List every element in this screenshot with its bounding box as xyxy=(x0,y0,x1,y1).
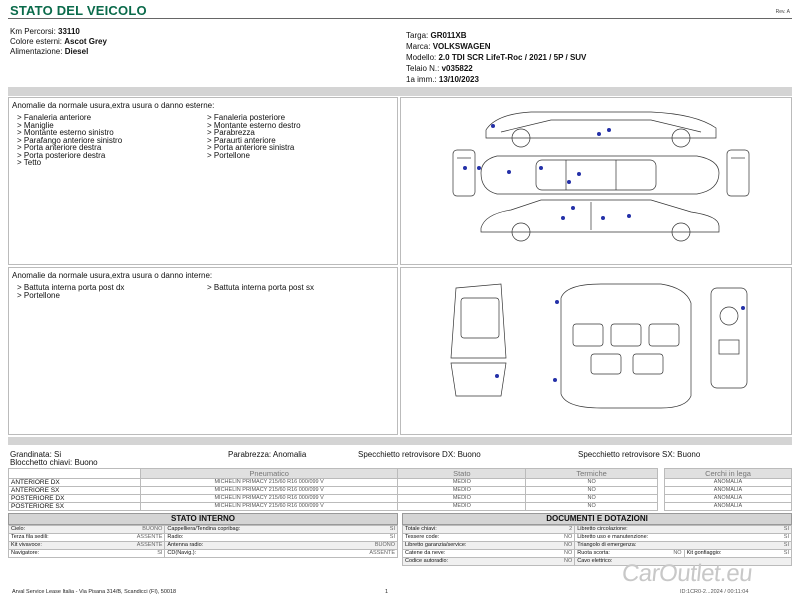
table-row xyxy=(9,503,658,511)
watermark-logo: CarOutlet.eu xyxy=(620,560,754,587)
document-key: Tessere code: xyxy=(403,534,547,542)
document-value xyxy=(770,558,791,566)
rim-state: ANOMALIA xyxy=(665,503,792,511)
documents-section xyxy=(402,513,792,566)
interior-value: SI xyxy=(100,550,165,558)
tyre-position: ANTERIORE SX xyxy=(9,487,141,495)
external-damage-col1 xyxy=(17,114,207,167)
tyre-header: Pneumatico xyxy=(140,469,398,479)
table-row xyxy=(9,526,398,534)
chassis-value: v035822 xyxy=(441,64,473,73)
damage-item: > Fanaleria anteriore xyxy=(17,113,92,122)
internal-damage-col1 xyxy=(17,284,207,299)
damage-item: > Maniglie xyxy=(17,120,54,130)
document-key: Codice autoradio: xyxy=(403,558,547,566)
table-row xyxy=(403,534,792,542)
document-key: Cavo elettrico: xyxy=(575,558,770,566)
document-value: SI xyxy=(770,550,791,558)
summary-divider-bar xyxy=(8,437,792,445)
external-damage-title: Anomalie da normale usura,extra usura o danno esterne: xyxy=(12,101,215,110)
damage-item: > Porta anteriore sinistra xyxy=(207,143,295,152)
plate-label: Targa: xyxy=(406,31,429,40)
color-label: Colore esterni: xyxy=(10,37,63,46)
document-key: Ruota scorta: xyxy=(575,550,656,558)
interior-key: Antenna radio: xyxy=(165,542,332,550)
winter-header: Termiche xyxy=(526,469,658,479)
interior-value: ASSENTE xyxy=(100,534,165,542)
mirror-left-status: Specchietto retrovisore SX: Buono xyxy=(578,450,701,459)
document-value: NO xyxy=(547,534,575,542)
table-row xyxy=(9,479,658,487)
title-divider xyxy=(8,18,792,19)
external-damage-col2 xyxy=(207,114,397,167)
key-block-status: Blocchetto chiavi: Buono xyxy=(10,458,98,467)
document-key: Libretto uso e manutenzione: xyxy=(575,534,770,542)
damage-item: > Porta posteriore destra xyxy=(17,150,106,160)
color-value: Ascot Grey xyxy=(64,37,107,46)
interior-key: Navigatore: xyxy=(9,550,100,558)
external-diagram-panel xyxy=(400,97,792,265)
plate-value: GR011XB xyxy=(430,31,467,40)
internal-damage-title: Anomalie da normale usura,extra usura o danno interne: xyxy=(12,271,213,280)
car-exterior-diagram xyxy=(401,98,793,266)
damage-item: > Porta anteriore destra xyxy=(17,143,102,152)
car-interior-diagram xyxy=(401,268,793,436)
damage-item: > Battuta interna porta post dx xyxy=(17,283,125,292)
tyre-model: MICHELIN PRIMACY 215/60 R16 000/099 V xyxy=(140,487,398,495)
damage-item: > Parafango anteriore sinistro xyxy=(17,135,123,145)
damage-item: > Paraurti anteriore xyxy=(207,135,276,145)
interior-key: Cappelliera/Tendina copribag: xyxy=(165,526,332,534)
interior-value: ASSENTE xyxy=(332,550,397,558)
interior-state-section xyxy=(8,513,398,558)
state-header: Stato xyxy=(398,469,526,479)
document-key: Triangolo di emergenza: xyxy=(575,542,770,550)
model-label: Modello: xyxy=(406,53,437,62)
table-row xyxy=(9,495,658,503)
internal-damage-col2 xyxy=(207,284,397,299)
vehicle-info-left xyxy=(10,27,107,57)
brand-label: Marca: xyxy=(406,42,431,51)
model-value: 2.0 TDI SCR LifeT-Roc / 2021 / 5P / SUV xyxy=(438,53,587,62)
tyre-position: POSTERIORE DX xyxy=(9,495,141,503)
table-row xyxy=(9,534,398,542)
page-title: STATO DEL VEICOLO xyxy=(10,3,147,18)
interior-key: Kit vivavoce: xyxy=(9,542,100,550)
section-divider-bar xyxy=(8,87,792,96)
revision-label: Rev. A xyxy=(775,9,790,15)
table-row xyxy=(9,550,398,558)
external-damage-panel xyxy=(8,97,398,265)
interior-value: BUONO xyxy=(100,526,165,534)
registration-value: 13/10/2023 xyxy=(438,75,479,84)
interior-value: ASSENTE xyxy=(100,542,165,550)
hail-status: Grandinata: Si xyxy=(10,450,62,459)
damage-item: > Montante esterno sinistro xyxy=(17,128,114,137)
document-value: 2 xyxy=(547,526,575,534)
interior-key: Radio: xyxy=(165,534,332,542)
tyre-table xyxy=(8,468,658,511)
brand-value: VOLKSWAGEN xyxy=(432,42,491,51)
document-value: NO xyxy=(547,550,575,558)
km-value: 33110 xyxy=(58,27,80,36)
rim-state: ANOMALIA xyxy=(665,487,792,495)
tyre-model: MICHELIN PRIMACY 215/60 R16 000/099 V xyxy=(140,479,398,487)
windshield-status: Parabrezza: Anomalia xyxy=(228,450,307,459)
damage-item: > Fanaleria posteriore xyxy=(207,113,286,122)
tyre-model: MICHELIN PRIMACY 215/60 R16 000/099 V xyxy=(140,503,398,511)
interior-key: Cielo: xyxy=(9,526,100,534)
fuel-value: Diesel xyxy=(64,47,89,56)
document-value: SI xyxy=(770,534,791,542)
table-row xyxy=(9,542,398,550)
rim-header: Cerchi in lega xyxy=(665,469,792,479)
rim-state: ANOMALIA xyxy=(665,495,792,503)
tyre-winter: NO xyxy=(526,503,658,511)
document-value: NO xyxy=(547,542,575,550)
document-key: Totale chiavi: xyxy=(403,526,547,534)
documents-title: DOCUMENTI E DOTAZIONI xyxy=(402,513,792,525)
document-key: Catene da neve: xyxy=(403,550,547,558)
vehicle-info-right xyxy=(406,30,586,85)
damage-item: > Montante esterno destro xyxy=(207,120,301,130)
internal-damage-panel xyxy=(8,267,398,435)
tyre-state: MEDIO xyxy=(398,487,526,495)
footer-page-number: 1 xyxy=(385,589,389,595)
document-value: NO xyxy=(656,550,684,558)
damage-item: > Tetto xyxy=(17,158,42,167)
footer-doc-code: ID:1CR0-2...2024 / 00:11:04 xyxy=(680,589,749,595)
document-key: Libretto garanzia/service: xyxy=(403,542,547,550)
internal-diagram-panel xyxy=(400,267,792,435)
tyre-header-blank xyxy=(9,469,141,479)
mirror-right-status: Specchietto retrovisore DX: Buono xyxy=(358,450,481,459)
table-row xyxy=(9,487,658,495)
interior-state-title: STATO INTERNO xyxy=(8,513,398,525)
document-value: SI xyxy=(770,542,791,550)
tyre-state: MEDIO xyxy=(398,495,526,503)
table-row xyxy=(403,550,792,558)
fuel-label: Alimentazione: xyxy=(10,47,63,56)
tyre-position: ANTERIORE DX xyxy=(9,479,141,487)
damage-item: > Parabrezza xyxy=(207,128,255,137)
tyre-winter: NO xyxy=(526,487,658,495)
tyre-winter: NO xyxy=(526,495,658,503)
damage-item: > Portellone xyxy=(17,290,60,300)
damage-item: > Portellone xyxy=(207,150,250,160)
km-label: Km Percorsi: xyxy=(10,27,56,36)
interior-value: SI xyxy=(332,526,397,534)
document-key: Libretto circolazione: xyxy=(575,526,770,534)
interior-key: CD(Navig.): xyxy=(165,550,332,558)
interior-key: Terza fila sedili: xyxy=(9,534,100,542)
footer-company: Arval Service Lease Italia - Via Pisana 314/B, Scandicci (FI), 50018 xyxy=(12,589,177,595)
document-value: NO xyxy=(547,558,575,566)
document-value: SI xyxy=(770,526,791,534)
tyre-state: MEDIO xyxy=(398,479,526,487)
rim-state: ANOMALIA xyxy=(665,479,792,487)
document-key: Kit gonfiaggio: xyxy=(684,550,770,558)
rim-table xyxy=(664,468,792,511)
interior-value: BUONO xyxy=(332,542,397,550)
tyre-state: MEDIO xyxy=(398,503,526,511)
registration-label: 1a imm.: xyxy=(406,75,437,84)
table-row xyxy=(403,542,792,550)
tyre-winter: NO xyxy=(526,479,658,487)
damage-item: > Battuta interna porta post sx xyxy=(207,283,314,292)
table-row xyxy=(403,526,792,534)
tyre-model: MICHELIN PRIMACY 215/60 R16 000/099 V xyxy=(140,495,398,503)
tyre-position: POSTERIORE SX xyxy=(9,503,141,511)
interior-value: SI xyxy=(332,534,397,542)
chassis-label: Telaio N.: xyxy=(406,64,440,73)
